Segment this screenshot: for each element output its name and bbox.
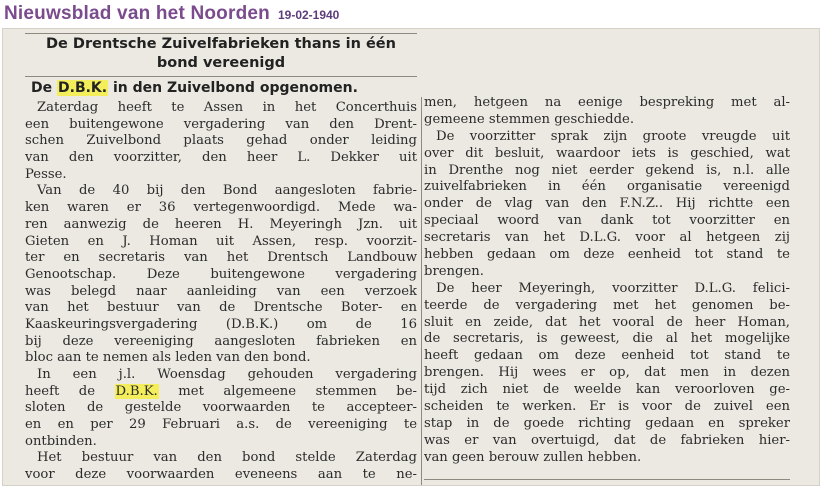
body-line: Zaterdag heeft te Assen in het Concerthuis [37, 100, 417, 115]
body-line: De voorzitter sprak zijn groote vreugde uit [436, 128, 790, 144]
left-body [25, 100, 417, 484]
body-line: Pesse. [25, 166, 67, 182]
body-line: Van de 40 bij den Bond aangesloten fabrie- [37, 183, 417, 199]
subhead-suffix: in den Zuivelbond opgenomen. [112, 80, 358, 96]
body-line: ren aanwezig de heeren H. Meyeringh Jzn. uit [25, 216, 417, 232]
body-line: ter en secretaris van het Drentsch Landbouw [25, 250, 417, 266]
newspaper-clipping [2, 28, 820, 486]
body-line: was belegd naar aanleiding van een verzoek [25, 283, 417, 299]
body-line: Genootschap. Deze buitengewone vergadering [25, 266, 417, 282]
body-line: was er van overtuigd, dat de fabrieken hier- [424, 432, 790, 448]
body-line: hebben gedaan om deze eenheid tot stand te [424, 247, 790, 263]
headline-line: De Drentsche Zuivelfabrieken thans in één [46, 36, 396, 52]
body-line: van het bestuur van de Drentsche Boter- en [25, 300, 417, 316]
dbk-highlight: D.B.K. [115, 383, 158, 399]
body-line: speciaal woord van dank tot voorzitter en [424, 213, 790, 229]
newspaper-title[interactable]: Nieuwsblad van het Noorden [4, 3, 270, 24]
body-line: In een j.l. Woensdag gehouden vergadering [37, 367, 417, 382]
body-line: De heer Meyeringh, voorzitter D.L.G. felici- [436, 280, 790, 296]
body-line: men, hetgeen na eenige bespreking met al- [424, 95, 790, 110]
body-line: brengen. Hij wees er op, dat men in dezen [424, 365, 790, 381]
body-line: teerde de vergadering met het genomen be- [424, 297, 790, 313]
subhead-prefix: De [31, 80, 53, 96]
body-line: van den voorzitter, den heer L. Dekker uit [25, 150, 417, 166]
body-line: Het bestuur van den bond stelde Zaterdag [37, 450, 417, 466]
headline-line: bond vereenigd [156, 55, 286, 71]
body-fragment: met algemeene stemmen be- [178, 383, 417, 399]
body-line: voor deze voorwaarden eveneens aan te ne- [25, 467, 417, 483]
body-line: van geen berouw zullen hebben. [424, 449, 642, 465]
body-line: en en per 29 Februari a.s. de vereeniging te [25, 417, 417, 433]
bottom-rule [424, 479, 790, 480]
body-line: scheiden te werken. Er is voor de zuivel een [424, 399, 790, 415]
body-line: ontbinden. [25, 433, 97, 449]
body-line: een buitengewone vergadering van den Drent- [25, 116, 417, 132]
column-divider [421, 97, 422, 485]
article-subhead [25, 79, 417, 98]
article-headline [25, 35, 417, 73]
subhead-highlight: D.B.K. [58, 80, 108, 96]
body-line: bloc aan te nemen als leden van den bond. [25, 350, 311, 366]
body-line: tijd zich niet de weelde kan veroorloven ge- [424, 382, 790, 398]
body-line: zuivelfabrieken in één organisatie vereenigd [424, 179, 790, 195]
body-fragment: heeft de [25, 383, 96, 399]
body-line: sluit en zeide, dat het vooral de heer Homan, [424, 314, 790, 330]
body-line: Gieten en J. Homan uit Assen, resp. voorzit- [25, 233, 417, 249]
body-line: stap in de goede richting gedaan en spreker [424, 415, 790, 431]
left-column [25, 29, 417, 484]
right-column [424, 95, 790, 467]
publication-date: 19-02-1940 [277, 8, 340, 22]
body-line: bij deze vereeniging aangesloten fabrieken en [25, 333, 417, 349]
body-line: onder de vlag van den F.N.Z.. Hij richtte een [424, 196, 790, 212]
body-line: in Drenthe nog niet eerder gekend is, n.l. alle [424, 162, 790, 178]
body-line: de secretaris, is geweest, die al het mogelijke [424, 331, 790, 347]
body-line: over dit besluit, waardoor iets is geschied, wat [424, 145, 790, 161]
body-line-with-highlight [25, 384, 417, 401]
body-line: heeft gedaan om deze eenheid tot stand te [424, 348, 790, 364]
body-line: gemeene stemmen geschiedde. [424, 111, 635, 127]
body-line: brengen. [424, 263, 484, 279]
body-line: sloten de gestelde voorwaarden te accepteer- [25, 400, 417, 416]
body-line: ken waren er 36 vertegenwoordigd. Mede wa- [25, 200, 417, 216]
newspaper-header [4, 3, 339, 29]
body-line: Kaaskeuringsvergadering (D.B.K.) om de 16 [25, 316, 417, 332]
headline-rule [25, 76, 417, 77]
body-line: secretaris van het D.L.G. voor al hetgeen zij [424, 230, 790, 246]
body-line: schen Zuivelbond plaats gehad onder leiding [25, 133, 417, 149]
